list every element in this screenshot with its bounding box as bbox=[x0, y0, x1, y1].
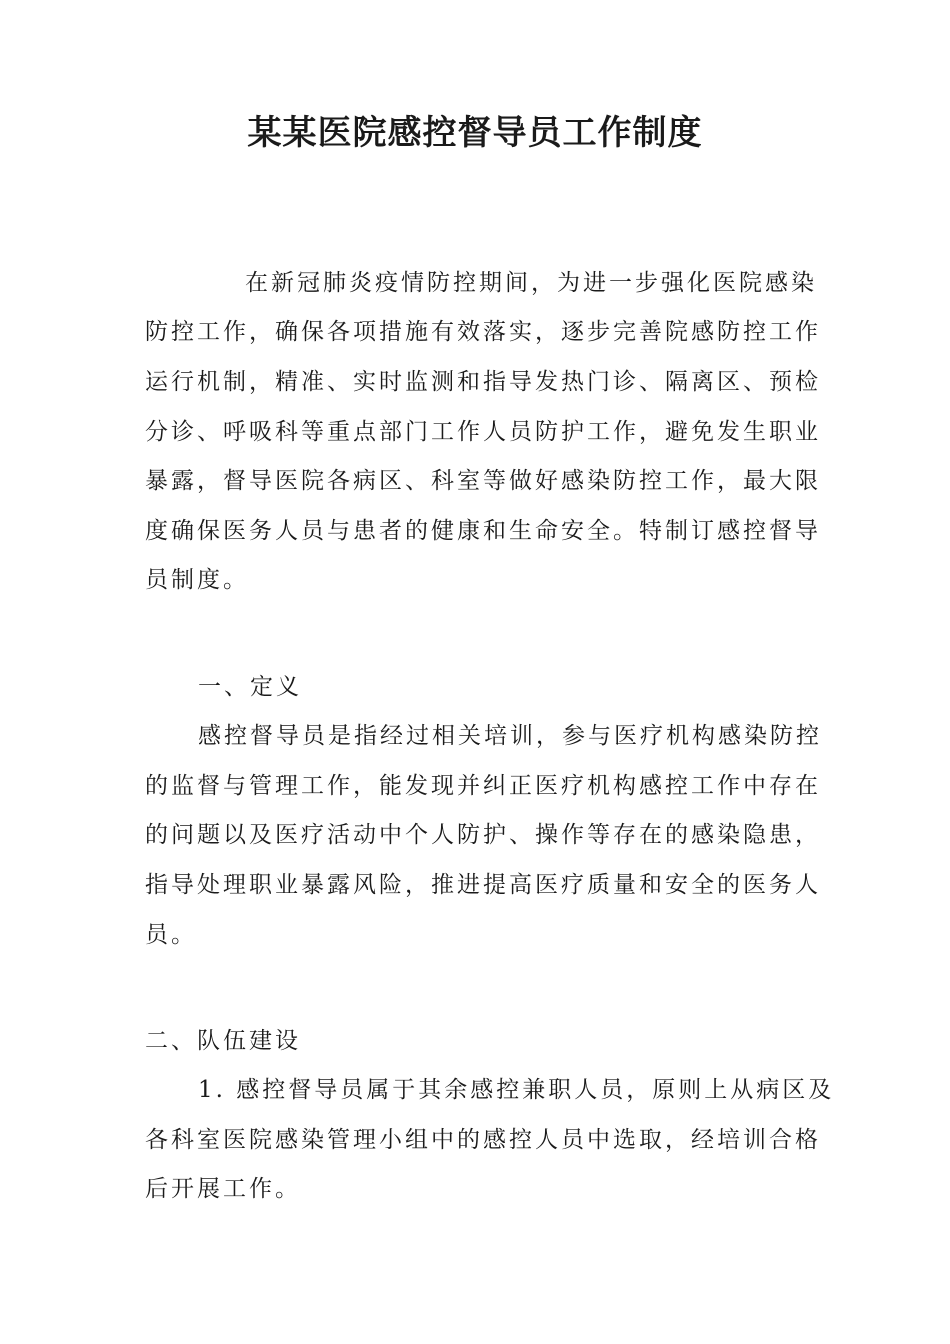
section-heading: 一、定义 bbox=[198, 674, 302, 700]
paragraph-line: 各科室医院感染管理小组中的感控人员中选取，经培训合格 bbox=[145, 1127, 821, 1153]
paragraph-line: 员。 bbox=[145, 922, 197, 948]
page-title: 某某医院感控督导员工作制度 bbox=[247, 113, 703, 153]
paragraph-line: 后开展工作。 bbox=[145, 1176, 301, 1202]
intro-line: 员制度。 bbox=[145, 567, 249, 593]
paragraph-line: 的监督与管理工作，能发现并纠正医疗机构感控工作中存在 bbox=[145, 773, 821, 799]
paragraph-line: 1. 感控督导员属于其余感控兼职人员，原则上从病区及 bbox=[198, 1077, 835, 1103]
intro-line: 运行机制，精准、实时监测和指导发热门诊、隔离区、预检 bbox=[145, 369, 821, 395]
section-heading: 二、队伍建设 bbox=[145, 1028, 301, 1054]
intro-line: 暴露，督导医院各病区、科室等做好感染防控工作，最大限 bbox=[145, 468, 821, 494]
paragraph-line: 感控督导员是指经过相关培训，参与医疗机构感染防控 bbox=[198, 723, 822, 749]
intro-line: 度确保医务人员与患者的健康和生命安全。特制订感控督导 bbox=[145, 518, 821, 544]
intro-line: 分诊、呼吸科等重点部门工作人员防护工作，避免发生职业 bbox=[145, 419, 821, 445]
paragraph-line: 的问题以及医疗活动中个人防护、操作等存在的感染隐患， bbox=[145, 822, 821, 848]
paragraph-line: 指导处理职业暴露风险，推进提高医疗质量和安全的医务人 bbox=[145, 872, 821, 898]
intro-line: 防控工作，确保各项措施有效落实，逐步完善院感防控工作 bbox=[145, 319, 821, 345]
intro-line: 在新冠肺炎疫情防控期间，为进一步强化医院感染 bbox=[245, 270, 817, 296]
